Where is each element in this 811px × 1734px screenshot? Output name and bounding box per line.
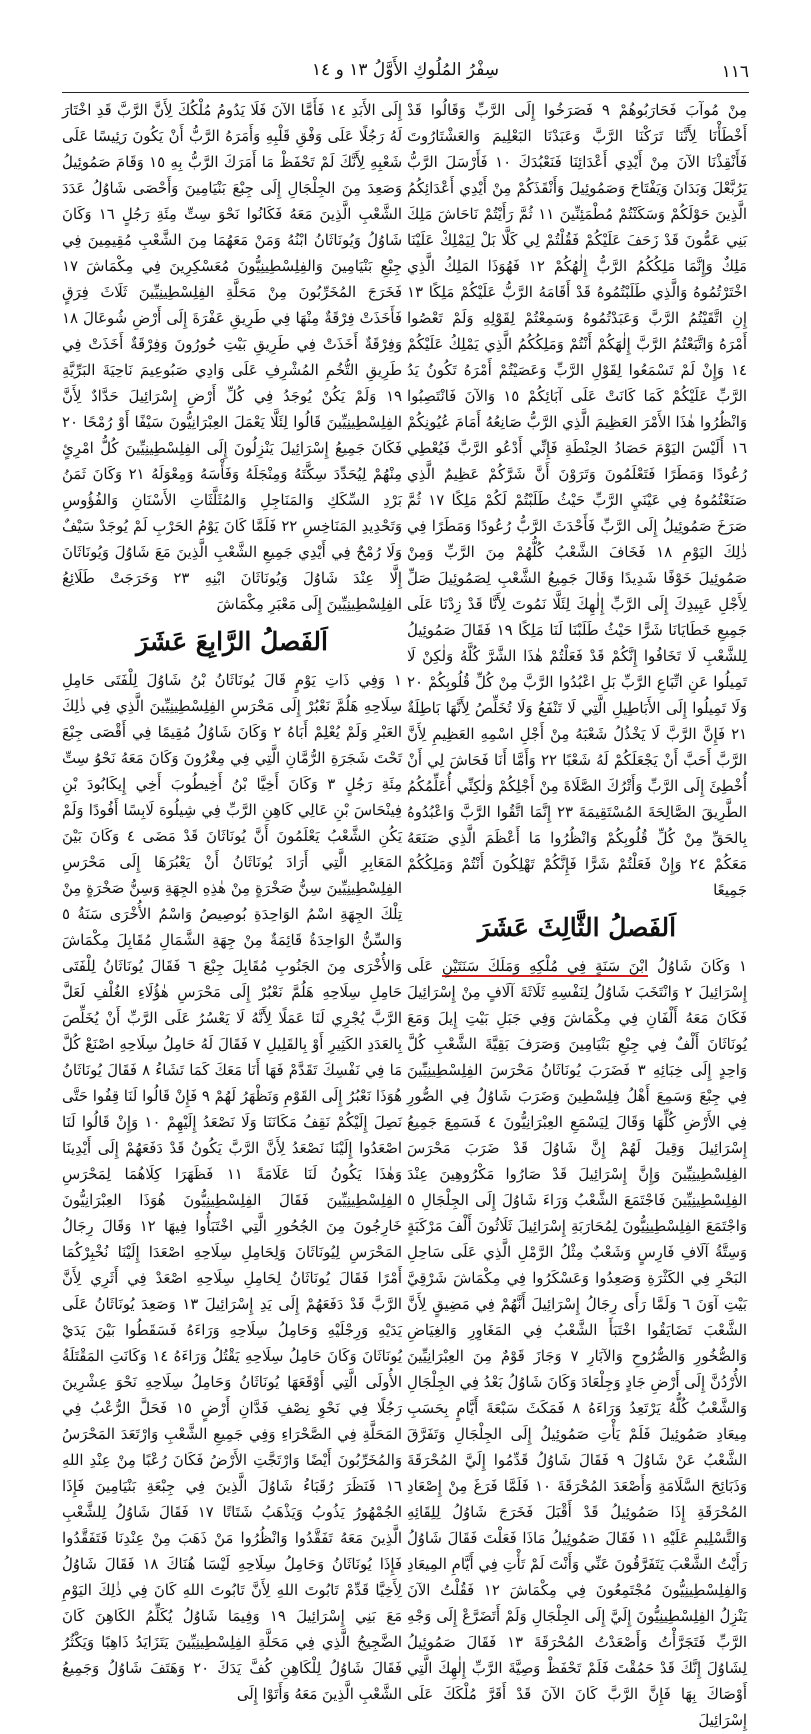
chapter-14-title: اَلفَصلُ الرَّابِعَ عَشَرَ (136, 627, 328, 656)
chapter-13-text (407, 954, 747, 1734)
page-number: ١١٦ (721, 62, 749, 82)
left-column (62, 98, 403, 1703)
chapter-12-text: مِنْ مُوآبَ فَحَارَبُوهُمْ ٩ فَصَرَخُوا إِلَى الرَّبِّ وَقَالُوا قَدْ أَخْطَأْنَا لِأَنَّنَا تَرَكْنَا الرَّبَّ وَعَبَدْنَا البَعْلِيمَ وَالعَشْتَارُوتَ فَأَنْقِذْنَا الآنَ مِنْ أَيْدِي أَعْدَائِنَا فَنَعْبُدَكَ ١٠ فَأَرْسَلَ الرَّبُّ يَرُبَّعْلَ وَبَدَانَ وَيَفْتَاحَ وَصَمُوئِيلَ وَأَنْقَذَكُمْ مِنْ أَيْدِي أَعْدَائِكُمُ الَّذِينَ حَوْلَكُمْ وَسَكَنْتُمْ مُطْمَئِنِّينَ ١١ ثُمَّ رَأَيْتُمْ نَاحَاشَ مَلِكَ بَنِي عَمُّونَ قَدْ زَحَفَ عَلَيْكُمْ فَقُلْتُمْ لِي كَلَّا بَلْ لِيَمْلِكْ عَلَيْنَا مَلِكٌ وَإِنَّمَا مَلِكُكُمُ الرَّبُّ إِلٰهُكُمْ ١٢ فَهُوَذَا المَلِكُ الَّذِي اخْتَرْتُمُوهُ وَالَّذِي طَلَبْتُمُوهُ قَدْ أَقَامَهُ الرَّبُّ عَلَيْكُمْ مَلِكًا ١٣ إِنِ اتَّقَيْتُمُ الرَّبَّ وَعَبَدْتُمُوهُ وَسَمِعْتُمْ لِقَوْلِهِ وَلَمْ تَعْصُوا أَمْرَهُ وَاتَّبَعْتُمُ الرَّبَّ إِلٰهَكُمْ أَنْتُمْ وَمَلِكُكُمُ الَّذِي يَمْلِكُ عَلَيْكُمْ ١٤ وَإِنْ لَمْ تَسْمَعُوا لِقَوْلِ الرَّبِّ وَعَصَيْتُمْ أَمْرَهُ تَكُونُ يَدُ الرَّبِّ عَلَيْكُمْ كَمَا كَانَتْ عَلَى آبَائِكُمْ ١٥ وَالآنَ فَانْتَصِبُوا وَانْظُرُوا هٰذَا الأَمْرَ العَظِيمَ الَّذِي الرَّبُّ صَانِعُهُ أَمَامَ عُيُونِكُمْ ١٦ أَلَيْسَ اليَوْمَ حَصَادُ الحِنْطَةِ فَإِنِّي أَدْعُو الرَّبَّ فَيُعْطِي رُعُودًا وَمَطَرًا فَتَعْلَمُونَ وَتَرَوْنَ أَنَّ شَرَّكُمْ عَظِيمٌ الَّذِي صَنَعْتُمُوهُ فِي عَيْنَيِ الرَّبِّ حَيْثُ طَلَبْتُمْ لَكُمْ مَلِكًا ١٧ ثُمَّ صَرَخَ صَمُوئِيلُ إِلَى الرَّبِّ فَأَحْدَثَ الرَّبُّ رُعُودًا وَمَطَرًا فِي ذٰلِكَ اليَوْمِ ١٨ فَخَافَ الشَّعْبُ كُلُّهُمْ مِنَ الرَّبِّ وَمِنْ صَمُوئِيلَ خَوْفًا شَدِيدًا وَقَالَ جَمِيعُ الشَّعْبِ لِصَمُوئِيلَ صَلِّ لِأَجْلِ عَبِيدِكَ إِلَى الرَّبِّ إِلٰهِكَ لِئَلَّا نَمُوتَ لِأَنَّا قَدْ زِدْنَا عَلَى جَمِيعِ خَطَايَانَا شَرًّا حَيْثُ طَلَبْنَا لَنَا مَلِكًا ١٩ فَقَالَ صَمُوئِيلُ لِلشَّعْبِ لَا تَخَافُوا إِنَّكُمْ قَدْ فَعَلْتُمْ هٰذَا الشَّرَّ كُلَّهُ وَلٰكِنْ لَا تَمِيلُوا عَنِ اتِّبَاعِ الرَّبِّ بَلِ اعْبُدُوا الرَّبَّ مِنْ كُلِّ قُلُوبِكُمْ ٢٠ وَلَا تَمِيلُوا إِلَى الأَبَاطِيلِ الَّتِي لَا تَنْفَعُ وَلَا تُخَلِّصُ لِأَنَّهَا بَاطِلَةٌ ٢١ فَإِنَّ الرَّبَّ لَا يَخْذُلُ شَعْبَهُ مِنْ أَجْلِ اسْمِهِ العَظِيمِ لِأَنَّ الرَّبَّ أَحَبَّ أَنْ يَجْعَلَكُمْ لَهُ شَعْبًا ٢٢ وَأَمَّا أَنَا فَحَاشَ لِي أَنْ أُخْطِئَ إِلَى الرَّبِّ وَأَتْرُكَ الصَّلَاةَ مِنْ أَجْلِكُمْ وَلٰكِنِّي أُعَلِّمُكُمُ الطَّرِيقَ الصَّالِحَةَ المُسْتَقِيمَةَ ٢٣ إِنَّمَا اتَّقُوا الرَّبَّ وَاعْبُدُوهُ بِالحَقِّ مِنْ كُلِّ قُلُوبِكُمْ وَانْظُرُوا مَا أَعْظَمَ الَّذِي صَنَعَهُ مَعَكُمْ ٢٤ وَإِنْ فَعَلْتُمْ شَرًّا فَإِنَّكُمْ تَهْلِكُونَ أَنْتُمْ وَمَلِكُكُمْ جَمِيعًا (407, 102, 748, 899)
right-column (407, 98, 748, 1729)
highlighted-phrase: ابْنَ سَنَةٍ فِي مُلْكِهِ وَمَلَكَ سَنَتَيْنِ (441, 958, 649, 975)
running-title: سِفْرُ المُلُوكِ الأَوَّلُ ١٣ و ١٤ (311, 60, 500, 80)
running-head (62, 60, 749, 88)
chapter-13-continued: إِلَى الأَبَدِ ١٤ فَأَمَّا الآنَ فَلَا يَدُومُ مُلْكُكَ لِأَنَّ الرَّبَّ قَدِ اخْتَارَ لَهُ رَجُلًا عَلَى وَفْقِ قَلْبِهِ وَأَمَرَهُ الرَّبُّ أَنْ يَكُونَ رَئِيسًا عَلَى شَعْبِهِ لِأَنَّكَ لَمْ تَحْفَظْ مَا أَمَرَكَ الرَّبُّ بِهِ ١٥ وَقَامَ صَمُوئِيلُ وَصَعِدَ مِنَ الجِلْجَالِ إِلَى جِبْعَ بَنْيَامِينَ وَأَحْصَى شَاوُلُ عَدَدَ الشَّعْبِ الَّذِينَ مَعَهُ فَكَانُوا نَحْوَ سِتِّ مِئَةِ رَجُلٍ ١٦ وَكَانَ شَاوُلُ وَيُونَاثَانُ ابْنُهُ وَمَنْ مَعَهُمَا مِنَ الشَّعْبِ مُقِيمِينَ فِي جِبْعِ بَنْيَامِينَ وَالفِلِسْطِينِيُّونَ مُعَسْكِرِينَ فِي مِكْمَاشَ ١٧ فَخَرَجَ المُخَرِّبُونَ مِنْ مَحَلَّةِ الفِلِسْطِينِيِّينَ ثَلَاثَ فِرَقٍ فَأَخَذَتْ فِرْقَةٌ مِنْهَا فِي طَرِيقِ عَفْرَةَ إِلَى أَرْضِ شُوعَالَ ١٨ وَفِرْقَةٌ أَخَذَتْ فِي طَرِيقِ بَيْتِ حُورُونَ وَفِرْقَةٌ أَخَذَتْ فِي طَرِيقِ التُّخُمِ المُشْرِفِ عَلَى وَادِي صَبُوعِيمَ نَاحِيَةَ البَرِّيَّةِ ١٩ وَلَمْ يَكُنْ يُوجَدُ فِي كُلِّ أَرْضِ إِسْرَائِيلَ حَدَّادٌ لِأَنَّ الفِلِسْطِينِيِّينَ قَالُوا لِئَلَّا يَعْمَلَ العِبْرَانِيُّونَ سَيْفًا أَوْ رُمْحًا ٢٠ فَكَانَ جَمِيعُ إِسْرَائِيلَ يَنْزِلُونَ إِلَى الفِلِسْطِينِيِّينَ كُلُّ امْرِئٍ مِنْهُمْ لِيُحَدِّدَ سِكَّتَهُ وَمِنْجَلَهُ وَفَأْسَهُ وَمِعْوَلَهُ ٢١ وَكَانَ ثَمَنُ بَرْدِ السِّكَكِ وَالمَنَاجِلِ وَالمُثَلَّثَاتِ الأَسْنَانِ وَالفُؤُوسِ وَتَحْدِيدِ المَنَاخِسِ ٢٢ فَلَمَّا كَانَ يَوْمُ الحَرْبِ لَمْ يُوجَدْ سَيْفٌ وَلَا رُمْحٌ فِي أَيْدِي جَمِيعِ الشَّعْبِ الَّذِينَ مَعَ شَاوُلَ وَيُونَاثَانَ إِلَّا عِنْدَ شَاوُلَ وَيُونَاثَانَ ابْنِهِ ٢٣ وَخَرَجَتْ طَلَائِعُ الفِلِسْطِينِيِّينَ إِلَى مَعْبَرِ مِكْمَاشَ (62, 102, 402, 613)
chapter-13-title: اَلفَصلُ الثَّالِثَ عَشَرَ (477, 913, 677, 942)
chapter-14-text: ١ وَفِي ذَاتِ يَوْمٍ قَالَ يُونَاثَانُ بْنُ شَاوُلَ لِلْفَتَى حَامِلِ سِلَاحِهِ هَلُمَّ نَعْبُرْ إِلَى مَحْرَسِ الفِلِسْطِينِيِّينَ الَّذِي فِي ذٰلِكَ العَبْرِ وَلَمْ يُعْلِمْ أَبَاهُ ٢ وَكَانَ شَاوُلُ مُقِيمًا فِي أَقْصَى جِبْعَ تَحْتَ شَجَرَةِ الرُّمَّانِ الَّتِي فِي مِغْرُونَ وَكَانَ مَعَهُ نَحْوُ سِتِّ مِئَةِ رَجُلٍ ٣ وَكَانَ أَخِيَّا بْنُ أَخِيطُوبَ أَخِي إِيكَابُودَ بْنِ فِينْحَاسَ بْنِ عَالِي كَاهِنِ الرَّبِّ فِي شِيلُوهَ لَابِسًا أَفُودًا وَلَمْ يَكُنِ الشَّعْبُ يَعْلَمُونَ أَنَّ يُونَاثَانَ قَدْ مَضَى ٤ وَكَانَ بَيْنَ المَعَابِرِ الَّتِي أَرَادَ يُونَاثَانُ أَنْ يَعْبُرَهَا إِلَى مَحْرَسِ الفِلِسْطِينِيِّينَ سِنُّ صَخْرَةٍ مِنْ هٰذِهِ الجِهَةِ وَسِنُّ صَخْرَةٍ مِنْ تِلْكَ الجِهَةِ اسْمُ الوَاحِدَةِ بُوصِيصُ وَاسْمُ الأُخْرَى سَنَةُ ٥ وَالسِّنُّ الوَاحِدَةُ قَائِمَةٌ مِنْ جِهَةِ الشَّمَالِ مُقَابِلَ مِكْمَاشَ وَالأُخْرَى مِنَ الجَنُوبِ مُقَابِلَ جِبْعَ ٦ فَقَالَ يُونَاثَانُ لِلْفَتَى حَامِلِ سِلَاحِهِ هَلُمَّ نَعْبُرْ إِلَى مَحْرَسِ هٰؤُلَاءِ الغُلْفِ لَعَلَّ الرَّبَّ يُجْرِي لَنَا عَمَلًا لِأَنَّهُ لَا يَعْسُرُ عَلَى الرَّبِّ أَنْ يُخَلِّصَ بِالعَدَدِ الكَثِيرِ أَوْ بِالقَلِيلِ ٧ فَقَالَ لَهُ حَامِلُ سِلَاحِهِ اصْنَعْ كُلَّ مَا فِي نَفْسِكَ تَقَدَّمْ فَهَا أَنَا مَعَكَ كَمَا تَشَاءُ ٨ فَقَالَ يُونَاثَانُ هُوَذَا نَعْبُرُ إِلَى القَوْمِ وَنَظْهَرُ لَهُمْ ٩ فَإِنْ قَالُوا لَنَا قِفُوا حَتَّى نَصِلَ إِلَيْكُمْ نَقِفُ مَكَانَنَا وَلَا نَصْعَدُ إِلَيْهِمْ ١٠ وَإِنْ قَالُوا لَنَا اصْعَدُوا إِلَيْنَا نَصْعَدُ لِأَنَّ الرَّبَّ يَكُونُ قَدْ دَفَعَهُمْ إِلَى أَيْدِينَا وَهٰذَا يَكُونُ لَنَا عَلَامَةً ١١ فَظَهَرَا كِلَاهُمَا لِمَحْرَسِ الفِلِسْطِينِيِّينَ فَقَالَ الفِلِسْطِينِيُّونَ هُوَذَا العِبْرَانِيُّونَ خَارِجُونَ مِنَ الجُحُورِ الَّتِي اخْتَبَأُوا فِيهَا ١٢ وَقَالَ رِجَالُ المَحْرَسِ لِيُونَاثَانَ وَلِحَامِلِ سِلَاحِهِ اصْعَدَا إِلَيْنَا نُخْبِرْكُمَا أَمْرًا فَقَالَ يُونَاثَانُ لِحَامِلِ سِلَاحِهِ اصْعَدْ فِي أَثَرِي لِأَنَّ الرَّبَّ قَدْ دَفَعَهُمْ إِلَى يَدِ إِسْرَائِيلَ ١٣ وَصَعِدَ يُونَاثَانُ عَلَى يَدَيْهِ وَرِجْلَيْهِ وَحَامِلُ سِلَاحِهِ وَرَاءَهُ فَسَقَطُوا بَيْنَ يَدَيْ يُونَاثَانَ وَكَانَ حَامِلُ سِلَاحِهِ يَقْتُلُ وَرَاءَهُ ١٤ وَكَانَتِ المَقْتَلَةُ الأُولَى الَّتِي أَوْقَعَهَا يُونَاثَانُ وَحَامِلُ سِلَاحِهِ نَحْوَ عِشْرِينَ رَجُلًا فِي نَحْوِ نِصْفِ فَدَّانِ أَرْضٍ ١٥ فَحَلَّ الرُّعْبُ فِي المَحَلَّةِ فِي الصَّحْرَاءِ وَفِي جَمِيعِ الشَّعْبِ وَارْتَعَدَ المَحْرَسُ وَالمُخَرِّبُونَ أَيْضًا وَارْتَجَّتِ الأَرْضُ فَكَانَ رُعْبًا مِنْ عِنْدِ اللهِ ١٦ فَنَظَرَ رُقَبَاءُ شَاوُلَ الَّذِينَ فِي جِبْعَةِ بَنْيَامِينَ فَإِذَا الجُمْهُورُ يَذُوبُ وَيَذْهَبُ شَتَاتًا ١٧ فَقَالَ شَاوُلُ لِلشَّعْبِ الَّذِينَ مَعَهُ تَفَقَّدُوا وَانْظُرُوا مَنْ ذَهَبَ مِنْ عِنْدِنَا فَتَفَقَّدُوا فَإِذَا يُونَاثَانُ وَحَامِلُ سِلَاحِهِ لَيْسَا هُنَاكَ ١٨ فَقَالَ شَاوُلُ لِأَخِيَّا قَدِّمْ تَابُوتَ اللهِ لِأَنَّ تَابُوتَ اللهِ كَانَ فِي ذٰلِكَ اليَوْمِ مَعَ بَنِي إِسْرَائِيلَ ١٩ وَفِيمَا شَاوُلُ يُكَلِّمُ الكَاهِنَ كَانَ الضَّجِيجُ الَّذِي فِي مَحَلَّةِ الفِلِسْطِينِيِّينَ يَتَزَايَدُ ذَاهِبًا وَيَكْثُرُ فَقَالَ شَاوُلُ لِلْكَاهِنِ كُفَّ يَدَكَ ٢٠ وَهَتَفَ شَاوُلُ وَجَمِيعُ الشَّعْبِ الَّذِينَ مَعَهُ وَأَتَوْا إِلَى (62, 672, 403, 1703)
chapter-13-intro: ١ وَكَانَ شَاوُلُ (657, 958, 747, 975)
chapter-13-body: عَلَى إِسْرَائِيلَ ٢ وَانْتَخَبَ شَاوُلُ لِنَفْسِهِ ثَلَاثَةَ آلَافٍ مِنْ إِسْرَائِيلَ فَكَانَ مَعَهُ أَلْفَانِ فِي مِكْمَاشَ وَفِي جَبَلِ بَيْتِ إِيلَ وَمَعَ يُونَاثَانَ أَلْفٌ فِي جِبْعِ بَنْيَامِينَ وَصَرَفَ بَقِيَّةَ الشَّعْبِ كُلَّ وَاحِدٍ إِلَى خِبَائِهِ ٣ فَضَرَبَ يُونَاثَانُ مَحْرَسَ الفِلِسْطِينِيِّينَ فِي جِبْعَ وَسَمِعَ أَهْلُ فِلِسْطِينَ وَضَرَبَ شَاوُلُ فِي الصُّورِ فِي الأَرْضِ كُلِّهَا وَقَالَ لِيَسْمَعِ العِبْرَانِيُّونَ ٤ فَسَمِعَ جَمِيعُ إِسْرَائِيلَ وَقِيلَ لَهُمْ إِنَّ شَاوُلَ قَدْ ضَرَبَ مَحْرَسَ الفِلِسْطِينِيِّينَ وَإِنَّ إِسْرَائِيلَ قَدْ صَارُوا مَكْرُوهِينَ عِنْدَ الفِلِسْطِينِيِّينَ فَاجْتَمَعَ الشَّعْبُ وَرَاءَ شَاوُلَ إِلَى الجِلْجَالِ ٥ وَاجْتَمَعَ الفِلِسْطِينِيُّونَ لِمُحَارَبَةِ إِسْرَائِيلَ ثَلَاثُونَ أَلْفَ مَرْكَبَةٍ وَسِتَّةُ آلَافِ فَارِسٍ وَشَعْبٌ مِثْلُ الرَّمْلِ الَّذِي عَلَى سَاحِلِ البَحْرِ فِي الكَثْرَةِ وَصَعِدُوا وَعَسْكَرُوا فِي مِكْمَاشَ شَرْقِيَّ بَيْتِ آوَنَ ٦ وَلَمَّا رَأَى رِجَالُ إِسْرَائِيلَ أَنَّهُمْ فِي مَضِيقٍ لِأَنَّ الشَّعْبَ تَضَايَقُوا اخْتَبَأَ الشَّعْبُ فِي المَغَاوِرِ وَالغِيَاضِ وَالصُّخُورِ وَالصُّرُوحِ وَالآبَارِ ٧ وَجَازَ قَوْمٌ مِنَ العِبْرَانِيِّينَ الأُرْدُنَّ إِلَى أَرْضِ جَادٍ وَجِلْعَادَ وَكَانَ شَاوُلُ بَعْدُ فِي الجِلْجَالِ وَالشَّعْبُ كُلُّهُ يَرْتَعِدُ وَرَاءَهُ ٨ فَمَكَثَ سَبْعَةَ أَيَّامٍ بِحَسَبِ مِيعَادِ صَمُوئِيلَ فَلَمْ يَأْتِ صَمُوئِيلُ إِلَى الجِلْجَالِ وَتَفَرَّقَ الشَّعْبُ عَنْ شَاوُلَ ٩ فَقَالَ شَاوُلُ قَدِّمُوا إِلَيَّ المُحْرَقَةَ وَذَبَائِحَ السَّلَامَةِ وَأَصْعَدَ المُحْرَقَةَ ١٠ فَلَمَّا فَرَغَ مِنْ إِصْعَادِ المُحْرَقَةِ إِذَا صَمُوئِيلُ قَدْ أَقْبَلَ فَخَرَجَ شَاوُلُ لِلِقَائِهِ وَالتَّسْلِيمِ عَلَيْهِ ١١ فَقَالَ صَمُوئِيلُ مَاذَا فَعَلْتَ فَقَالَ شَاوُلُ رَأَيْتُ الشَّعْبَ يَتَفَرَّقُونَ عَنِّي وَأَنْتَ لَمْ تَأْتِ فِي أَيَّامِ المِيعَادِ وَالفِلِسْطِينِيُّونَ مُجْتَمِعُونَ فِي مِكْمَاشَ ١٢ فَقُلْتُ الآنَ يَنْزِلُ الفِلِسْطِينِيُّونَ إِلَيَّ إِلَى الجِلْجَالِ وَلَمْ أَتَضَرَّعْ إِلَى وَجْهِ الرَّبِّ فَتَجَرَّأْتُ وَأَصْعَدْتُ المُحْرَقَةَ ١٣ فَقَالَ صَمُوئِيلُ لِشَاوُلَ إِنَّكَ قَدْ حَمُقْتَ فَلَمْ تَحْفَظْ وَصِيَّةَ الرَّبِّ إِلٰهِكَ الَّتِي أَوْصَاكَ بِهَا فَإِنَّ الرَّبَّ كَانَ الآنَ قَدْ أَقَرَّ مُلْكَكَ عَلَى إِسْرَائِيلَ (407, 958, 748, 1729)
header-rule (62, 92, 749, 93)
